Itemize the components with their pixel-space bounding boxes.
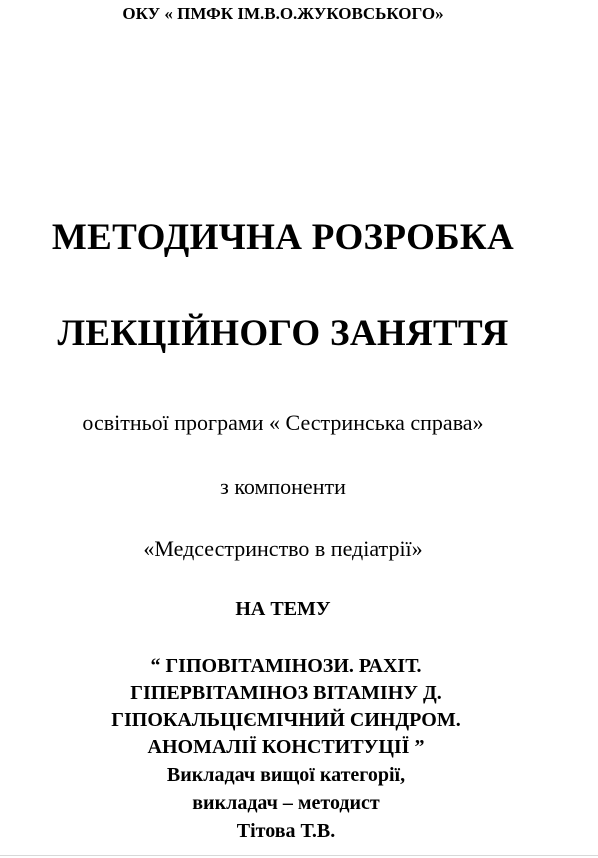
theme-label: НА ТЕМУ — [235, 598, 331, 620]
author-name: Тітова Т.В. — [236, 820, 336, 842]
author-position-1: Викладач вищої категорії, — [166, 764, 406, 786]
document-title-line-1: МЕТОДИЧНА РОЗРОБКА — [51, 217, 515, 258]
topic-line-2: ГІПЕРВІТАМІНОЗ ВІТАМІНУ Д. — [130, 682, 442, 704]
program-line: освітньої програми « Сестринська справа» — [82, 410, 484, 435]
author-position-2: викладач – методист — [192, 792, 380, 814]
component-line: з компоненти — [220, 474, 346, 499]
topic-line-1: “ ГІПОВІТАМІНОЗИ. РАХІТ. — [150, 655, 422, 677]
topic-line-4: АНОМАЛІЇ КОНСТИТУЦІЇ ” — [147, 736, 425, 758]
topic-line-3: ГІПОКАЛЬЦІЄМІЧНИЙ СИНДРОМ. — [111, 709, 461, 731]
course-line: «Медсестринство в педіатрії» — [143, 536, 423, 561]
page-bottom-edge — [0, 855, 598, 856]
organization-header: ОКУ « ПМФК ІМ.В.О.ЖУКОВСЬКОГО» — [122, 4, 444, 23]
document-title-line-2: ЛЕКЦІЙНОГО ЗАНЯТТЯ — [57, 313, 509, 354]
